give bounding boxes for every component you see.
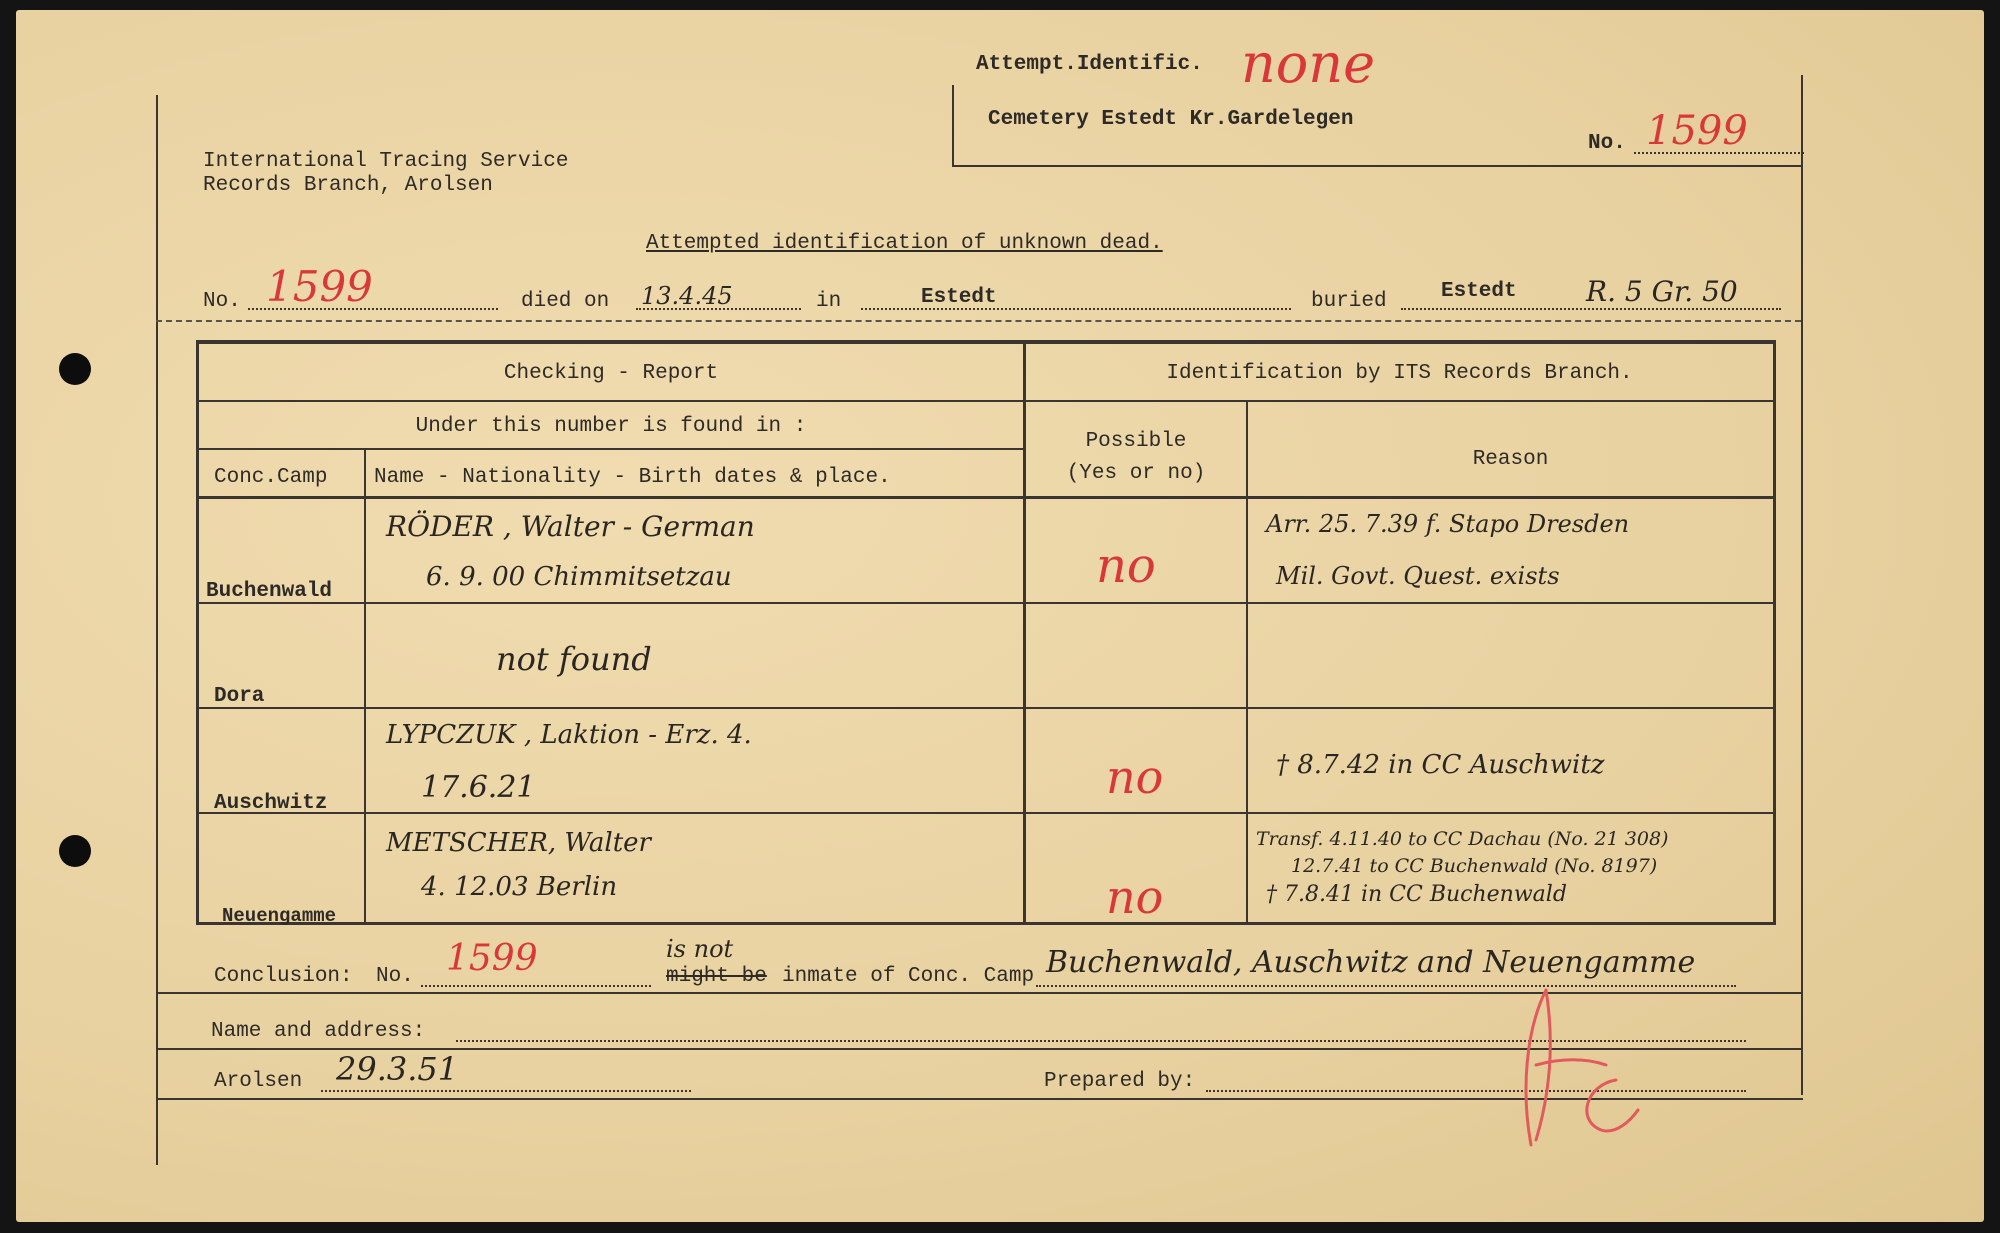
reason-column-header: Reason [1472, 448, 1549, 471]
under-number-header: Under this number is found in : [415, 415, 807, 438]
buried-label: buried [1311, 290, 1387, 313]
header-divider-3 [196, 496, 1776, 499]
punch-hole-top [59, 353, 91, 385]
record-card [16, 10, 1984, 1222]
row-1-reason-line-1: Arr. 25. 7.39 f. Stapo Dresden [1266, 510, 1630, 538]
row-4-camp: Neuengamme [222, 905, 337, 927]
conclusion-label: Conclusion: [214, 965, 353, 988]
org-line-1: International Tracing Service [203, 150, 569, 173]
table-mid-vertical [1023, 340, 1026, 925]
grave-value: R. 5 Gr. 50 [1586, 275, 1738, 308]
row-3-reason-line-1: † 8.7.42 in CC Auschwitz [1276, 750, 1605, 780]
header-divider-1 [196, 400, 1776, 402]
header-no-label: No. [1588, 132, 1626, 155]
conclusion-struck-text: might be [666, 965, 767, 988]
row-2-camp: Dora [214, 685, 265, 708]
conclusion-is-not: is not [666, 935, 734, 963]
died-on-value: 13.4.45 [641, 282, 733, 310]
prepared-by-dots [1206, 1090, 1746, 1092]
attempt-value: none [1241, 32, 1376, 95]
died-row-divider [156, 320, 1801, 322]
conclusion-text: inmate of Conc. Camp [782, 965, 1035, 988]
row-divider-2 [196, 707, 1776, 709]
row-2-name-line-1: not found [496, 640, 652, 678]
table-possible-vertical [1246, 400, 1248, 925]
conclusion-no-dots [421, 985, 651, 987]
in-value: Estedt [921, 286, 997, 309]
checking-report-header: Checking - Report [503, 362, 719, 385]
table-camp-vertical [364, 448, 366, 925]
conclusion-camps: Buchenwald, Auschwitz and Neuengamme [1046, 945, 1696, 980]
row-4-name-line-1: METSCHER, Walter [386, 828, 651, 858]
footer-place-label: Arolsen [214, 1070, 303, 1093]
form-title: Attempted identification of unknown dead. [646, 232, 1163, 255]
header-no-value: 1599 [1646, 108, 1748, 154]
org-line-2: Records Branch, Arolsen [203, 174, 493, 197]
attempt-box-left [952, 85, 954, 167]
row-1-reason-line-2: Mil. Govt. Quest. exists [1276, 562, 1560, 590]
name-column-header: Name - Nationality - Birth dates & place. [374, 466, 891, 489]
conclusion-no-value: 1599 [446, 938, 538, 979]
row-4-reason-line-2: 12.7.41 to CC Buchenwald (No. 8197) [1291, 855, 1658, 877]
row-divider-3 [196, 812, 1776, 814]
footer-date-dots [321, 1090, 691, 1092]
cemetery-label: Cemetery Estedt Kr.Gardelegen [988, 108, 1354, 131]
died-on-label: died on [521, 290, 610, 313]
conclusion-no-label: No. [376, 965, 414, 988]
red-initials-signature [1506, 970, 1646, 1160]
attempt-box-bottom [952, 165, 1802, 167]
row-4-name-line-2: 4. 12.03 Berlin [421, 872, 618, 902]
footer-date-value: 29.3.51 [336, 1050, 459, 1088]
identification-header: Identification by ITS Records Branch. [1166, 362, 1633, 385]
row-3-camp: Auschwitz [214, 792, 328, 815]
punch-hole-bottom [59, 835, 91, 867]
row-3-possible: no [1106, 750, 1164, 804]
died-no-label: No. [203, 290, 241, 313]
row-4-reason-line-3: † 7.8.41 in CC Buchenwald [1266, 882, 1567, 907]
row-3-name-line-2: 17.6.21 [421, 770, 536, 805]
possible-column-header-1: Possible [1085, 430, 1187, 453]
table-bottom [196, 922, 1776, 925]
died-no-value: 1599 [266, 262, 373, 311]
right-border [1801, 75, 1803, 1095]
row-1-possible: no [1096, 538, 1156, 594]
table-right [1773, 340, 1776, 925]
possible-column-header-2: (Yes or no) [1066, 462, 1206, 485]
row-divider-1 [196, 602, 1776, 604]
header-divider-2 [196, 448, 1026, 450]
in-label: in [816, 290, 842, 313]
camp-column-header: Conc.Camp [214, 466, 328, 489]
row-1-name-line-2: 6. 9. 00 Chimmitsetzau [426, 562, 732, 592]
attempt-label: Attempt.Identific. [976, 53, 1203, 76]
row-4-possible: no [1106, 870, 1164, 924]
row-1-camp: Buchenwald [206, 580, 333, 603]
buried-dots [1401, 308, 1781, 310]
name-address-label: Name and address: [211, 1020, 426, 1043]
table-top [196, 340, 1776, 344]
row-1-name-line-1: RÖDER , Walter - German [386, 510, 755, 543]
row-3-name-line-1: LYPCZUK , Laktion - Erz. 4. [386, 720, 752, 750]
prepared-by-label: Prepared by: [1044, 1070, 1196, 1093]
row-4-reason-line-1: Transf. 4.11.40 to CC Dachau (No. 21 308) [1256, 828, 1669, 850]
left-border [156, 95, 158, 1165]
buried-value: Estedt [1441, 280, 1517, 303]
